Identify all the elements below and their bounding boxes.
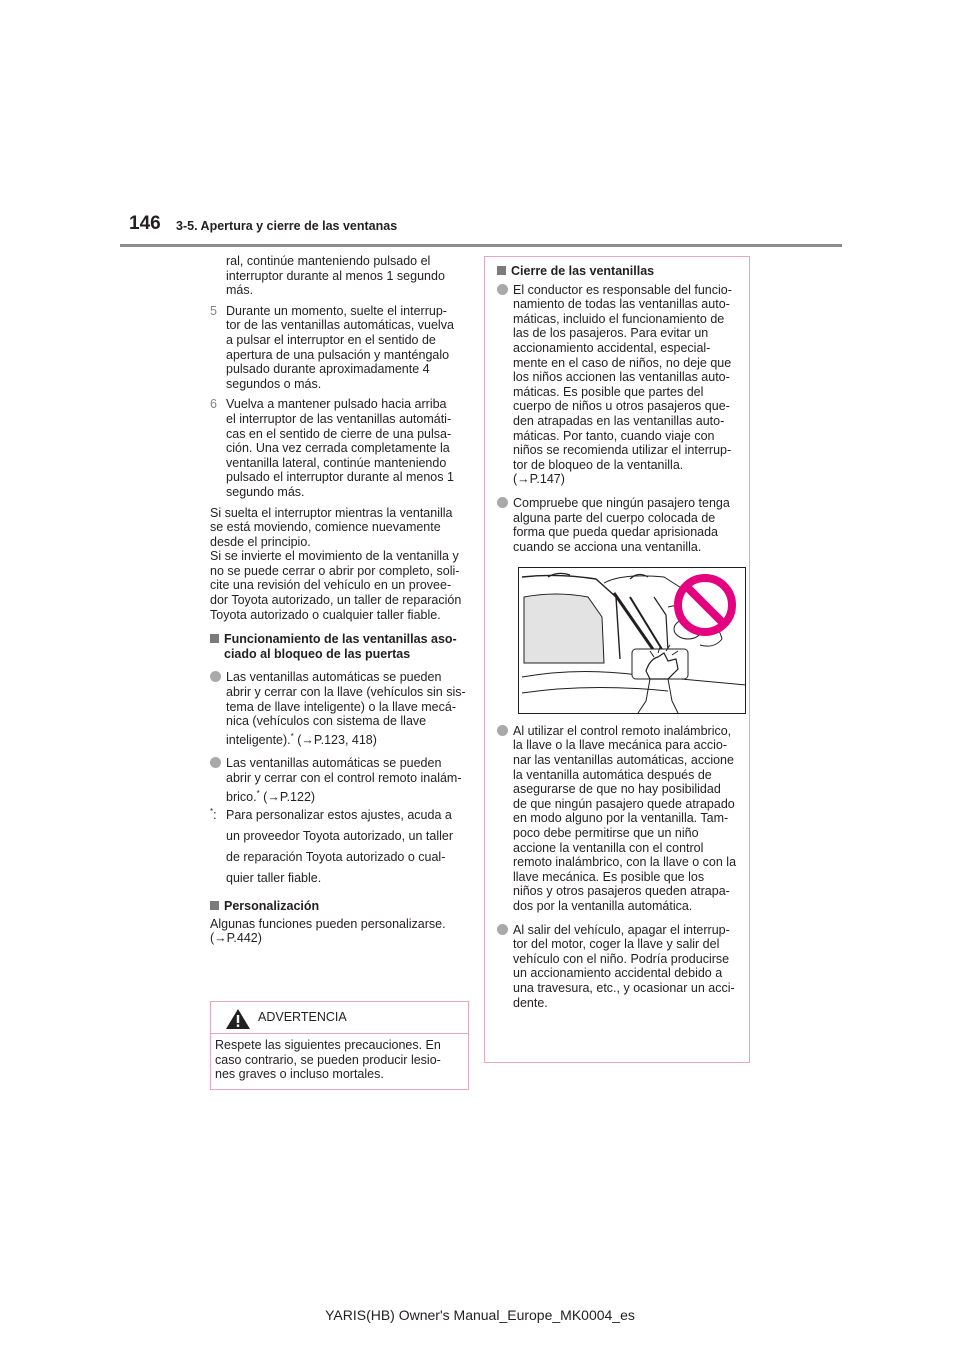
text-line: Las ventanillas automáticas se pueden — [226, 756, 442, 771]
continued-step — [210, 254, 468, 298]
text-line: Toyota autorizado o cualquier taller fiable. — [210, 607, 441, 622]
step-5 — [210, 304, 468, 392]
text-line: caso contrario, se pueden producir lesio- — [215, 1052, 441, 1067]
text-line: den atrapadas en las ventanillas auto- — [513, 413, 725, 428]
text-line: ral, continúe manteniendo pulsado el — [226, 254, 431, 268]
text-line: de reparación Toyota autorizado o cual- — [226, 850, 446, 865]
text-line: en modo alguno por la ventanilla. Tam- — [513, 811, 729, 826]
text-line: dos por la ventanilla automática. — [513, 899, 693, 913]
text-line: la ventanilla automática después de — [513, 767, 712, 782]
text-line: pulsado el interruptor durante al menos 1 — [226, 470, 454, 485]
text-line: quier taller fiable. — [226, 871, 322, 886]
text-line: máticas, incluido el funcionamiento de — [513, 311, 725, 326]
step-number: 6 — [210, 397, 217, 412]
text-line: tor de las ventanillas automáticas, vuelva — [226, 318, 454, 333]
caution-box — [484, 256, 750, 1063]
bullet-key-operation — [210, 670, 468, 747]
text-line: un accionamiento accidental debido a — [513, 966, 723, 981]
text-line: tor de bloqueo de la ventanilla. — [513, 457, 684, 472]
text-line: pulsado durante aproximadamente 4 — [226, 362, 430, 377]
bullet-check-passengers — [497, 496, 741, 554]
text-line: los niños accionen las ventanillas auto- — [513, 370, 730, 385]
text-line: Las ventanillas automáticas se pueden — [226, 670, 442, 685]
text-line: Si se invierte el movimiento de la ventanilla y — [210, 549, 459, 564]
paragraph-personalization — [210, 917, 468, 946]
round-bullet-icon — [497, 497, 508, 508]
section-heading-window-closing — [497, 264, 741, 279]
footnote-mark: * — [210, 807, 214, 817]
text-line: segundo más. — [226, 484, 305, 499]
page-reference: (→P.147) — [513, 472, 565, 487]
section-heading-personalization — [210, 899, 468, 914]
text-line: asegurarse de que no hay posibilidad — [513, 782, 721, 797]
text-line: Al salir del vehículo, apagar el interrup- — [513, 922, 730, 937]
round-bullet-icon — [210, 671, 221, 682]
text-line: poco debe permitirse que un niño — [513, 826, 699, 841]
text-line: Respete las siguientes precauciones. En — [215, 1038, 441, 1052]
text-line: cas en el sentido de cierre de una pulsa- — [226, 426, 452, 441]
warning-box — [210, 1001, 469, 1090]
warning-title: ADVERTENCIA — [258, 1010, 347, 1024]
text-line: llave mecánica. Es posible que los — [513, 869, 705, 884]
round-bullet-icon — [497, 284, 508, 295]
text-line: cuerpo de niños u otros pasajeros que- — [513, 399, 730, 414]
step-number: 5 — [210, 303, 217, 318]
text-line: Cierre de las ventanillas — [511, 264, 655, 278]
text-line: Algunas funciones pueden personalizarse. — [210, 916, 446, 931]
text-line: forma que pueda quedar aprisionada — [513, 525, 719, 540]
text-line: la llave o la llave mecánica para accio- — [513, 738, 727, 753]
text-line: nar las ventanillas automáticas, accione — [513, 753, 734, 768]
bullet-driver-responsibility — [497, 283, 741, 487]
text-line: brico. — [226, 789, 257, 804]
square-bullet-icon — [497, 266, 506, 275]
text-line: Personalización — [224, 899, 320, 914]
text-line: accione la ventanilla con el control — [513, 840, 704, 855]
page-reference: (→P.442) — [210, 931, 262, 946]
square-bullet-icon — [210, 634, 219, 643]
page-number: 146 — [129, 213, 161, 234]
warning-header — [211, 1002, 468, 1034]
text-line: cite una revisión del vehículo en un provee- — [210, 578, 452, 593]
text-line: más. — [226, 283, 254, 298]
text-line: cuando se acciona una ventanilla. — [513, 539, 702, 554]
text-line: interruptor durante al menos 1 segundo — [226, 268, 445, 283]
text-line: tor del motor, coger la llave y salir del — [513, 937, 720, 952]
text-line: no se puede cerrar o abrir por completo, soli- — [210, 563, 460, 578]
text-line: Para personalizar estos ajustes, acuda a — [226, 808, 452, 823]
text-line: segundos o más. — [226, 376, 322, 391]
warning-triangle-icon — [225, 1008, 251, 1030]
left-column — [210, 254, 468, 946]
text-line: las de los pasajeros. Para evitar un — [513, 326, 709, 341]
text-line: ventanilla lateral, continúe manteniendo — [226, 455, 447, 470]
text-line: de que ningún pasajero quede atrapado — [513, 796, 735, 811]
text-line: tema de llave inteligente) o la llave mecá- — [226, 699, 456, 714]
footnote-colon: : — [213, 808, 217, 823]
text-line: máticas. Es posible que partes del — [513, 384, 704, 399]
text-line: dente. — [513, 995, 548, 1010]
square-bullet-icon — [210, 901, 219, 910]
bullet-remote-operation — [210, 756, 468, 804]
text-line: Al utilizar el control remoto inalámbrico, — [513, 723, 732, 738]
text-line: máticas. Por tanto, cuando viaje con — [513, 428, 715, 443]
text-line: a pulsar el interruptor en el sentido de — [226, 332, 436, 347]
text-line: namiento de todas las ventanillas auto- — [513, 297, 730, 312]
page-reference: (→P.122) — [259, 789, 316, 804]
text-line: apertura de una pulsación y manténgalo — [226, 347, 450, 362]
text-line: Si suelta el interruptor mientras la ventanilla — [210, 505, 453, 520]
header-rule — [120, 244, 842, 247]
text-line: Funcionamiento de las ventanillas aso- — [224, 632, 457, 647]
text-line: dor Toyota autorizado, un taller de reparación — [210, 593, 462, 608]
text-line: el interruptor de las ventanillas automáti- — [226, 411, 452, 426]
text-line: mente en el caso de niños, no deje que — [513, 355, 732, 370]
page-footer: YARIS(HB) Owner's Manual_Europe_MK0004_es — [325, 1307, 635, 1323]
text-line: ción. Una vez cerrada completamente la — [226, 441, 450, 456]
section-heading-door-lock — [210, 632, 468, 661]
round-bullet-icon — [210, 757, 221, 768]
text-line: Durante un momento, suelte el interrup- — [226, 303, 447, 318]
text-line: alguna parte del cuerpo colocada de — [513, 510, 716, 525]
bullet-exit-vehicle — [497, 923, 741, 1011]
text-line: El conductor es responsable del funcio- — [513, 282, 732, 297]
footnote-mark: * — [256, 788, 260, 798]
footnote — [210, 805, 468, 889]
paragraph-restart — [210, 506, 468, 623]
text-line: accionamiento accidental, especial- — [513, 340, 711, 355]
text-line: inteligente). — [226, 732, 291, 747]
page-reference: (→P.123, 418) — [293, 732, 377, 747]
text-line: abrir y cerrar con el control remoto inalám- — [226, 771, 462, 785]
text-line: abrir y cerrar con la llave (vehículos sin sis- — [226, 685, 466, 700]
round-bullet-icon — [497, 725, 508, 736]
window-pinch-illustration — [518, 567, 746, 714]
text-line: se está moviendo, comience nuevamente — [210, 520, 441, 535]
text-line: desde el principio. — [210, 534, 311, 549]
text-line: una travesura, etc., y ocasionar un acci- — [513, 980, 735, 995]
chapter-title: 3-5. Apertura y cierre de las ventanas — [176, 219, 398, 233]
step-6 — [210, 397, 468, 499]
text-line: niños se recomienda utilizar el interrup- — [513, 443, 732, 458]
text-line: nes graves o incluso mortales. — [215, 1067, 384, 1082]
footnote-mark: * — [290, 731, 294, 741]
bullet-remote-caution — [497, 724, 741, 914]
text-line: remoto inalámbrico, con la llave o con la — [513, 855, 737, 870]
text-line: un proveedor Toyota autorizado, un taller — [226, 829, 454, 844]
text-line: ciado al bloqueo de las puertas — [224, 646, 411, 661]
text-line: niños y otros pasajeros queden atrapa- — [513, 884, 730, 899]
warning-body — [211, 1034, 468, 1082]
text-line: Vuelva a mantener pulsado hacia arriba — [226, 397, 447, 412]
round-bullet-icon — [497, 924, 508, 935]
text-line: vehículo con el niño. Podría producirse — [513, 951, 730, 966]
text-line: nica (vehículos con sistema de llave — [226, 714, 427, 729]
text-line: Compruebe que ningún pasajero tenga — [513, 495, 730, 510]
